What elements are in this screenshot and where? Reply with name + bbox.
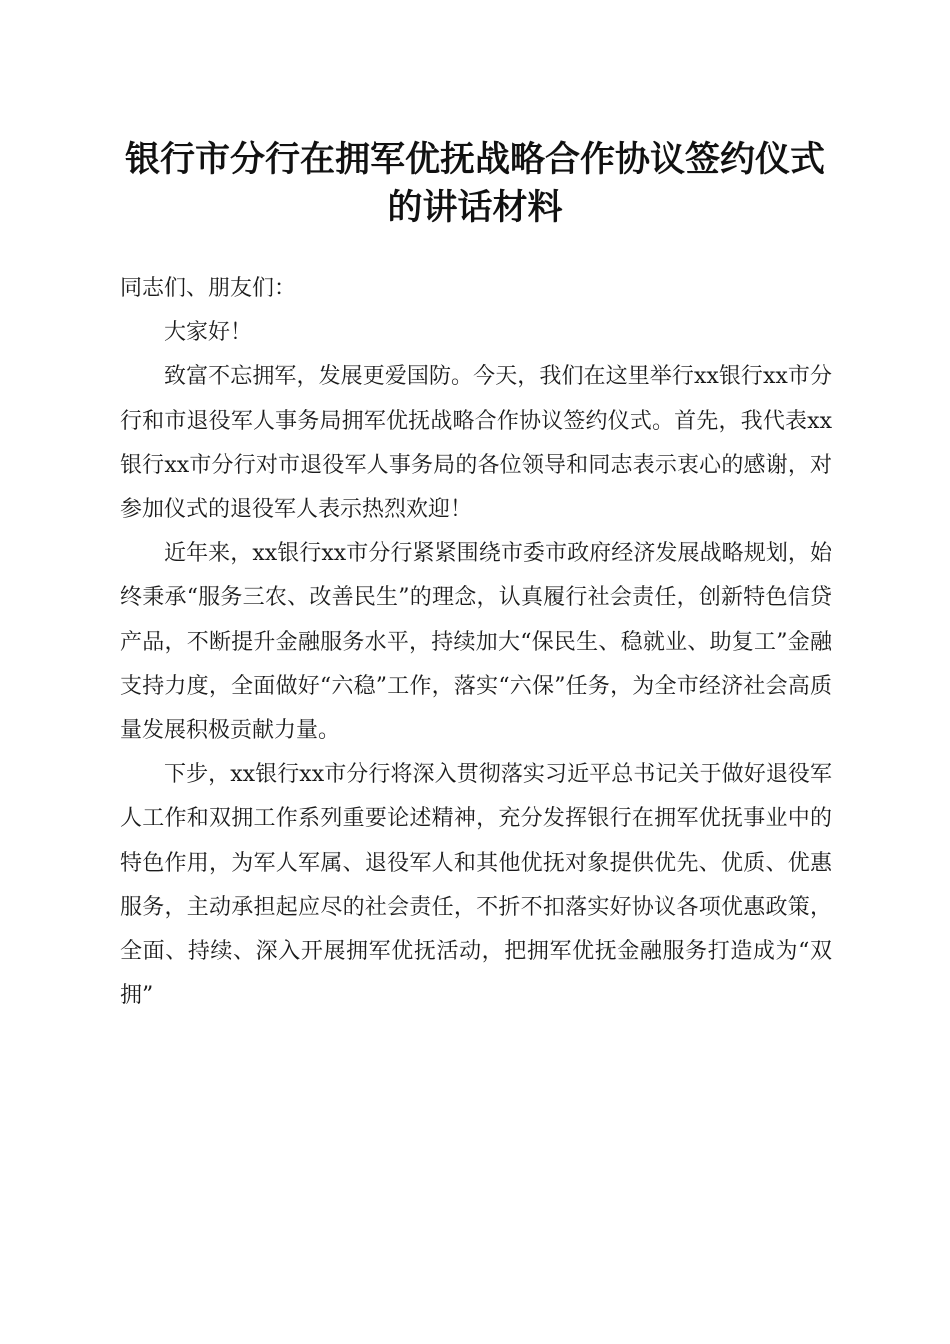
paragraph-1: 致富不忘拥军，发展更爱国防。今天，我们在这里举行xx银行xx市分行和市退役军人事务局拥军优抚战略合作协议签约仪式。首先，我代表xx银行xx市分行对市退役军人事务局的各位领导和同志表示衷心的感谢，对参加仪式的退役军人表示热烈欢迎！ — [120, 364, 832, 523]
salutation: 同志们、朋友们： — [120, 276, 297, 301]
title-line-1: 银行市分行在拥军优抚战略合作协议签约仪式 — [124, 139, 825, 180]
paragraph-2: 近年来，xx银行xx市分行紧紧围绕市委市政府经济发展战略规划，始终秉承“服务三农、改善民生”的理念，认真履行社会责任，创新特色信贷产品，不断提升金融服务水平，持续加大“保民生、稳就业、助复工”金融支持力度，全面做好“六稳”工作，落实“六保”任务，为全市经济社会高质量发展积极贡献力量。 — [120, 541, 832, 744]
document-body — [120, 267, 832, 1018]
greeting: 大家好！ — [164, 320, 253, 346]
document-title — [80, 136, 870, 232]
title-line-2: 的讲话材料 — [387, 187, 563, 228]
paragraph-3: 下步，xx银行xx市分行将深入贯彻落实习近平总书记关于做好退役军人工作和双拥工作系列重要论述精神，充分发挥银行在拥军优抚事业中的特色作用，为军人军属、退役军人和其他优抚对象提供优先、优质、优惠服务，主动承担起应尽的社会责任，不折不扣落实好协议各项优惠政策，全面、持续、深入开展拥军优抚活动，把拥军优抚金融服务打造成为“双拥” — [120, 762, 832, 1009]
